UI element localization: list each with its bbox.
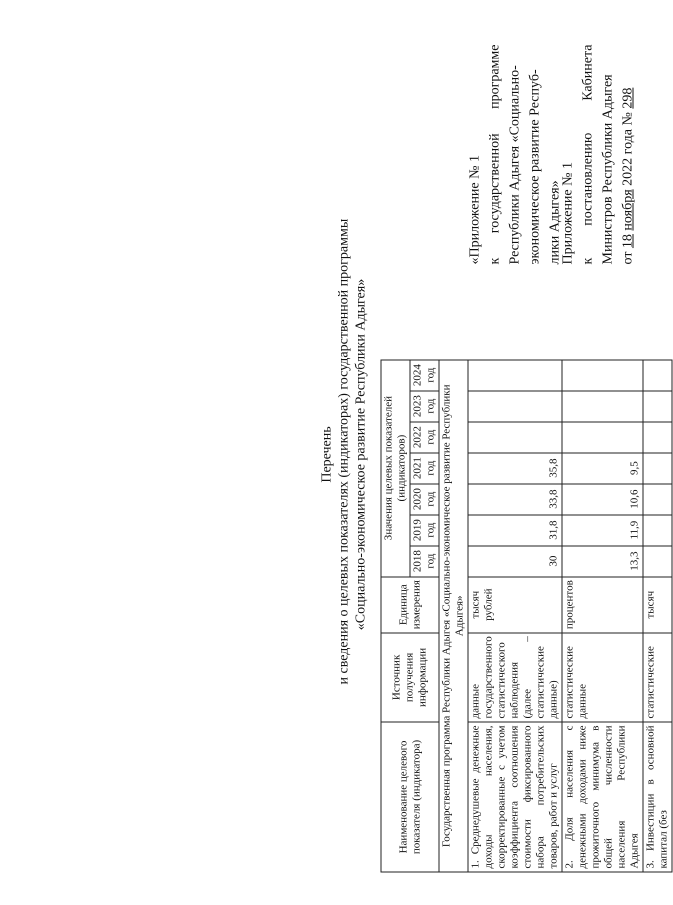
value-cell bbox=[562, 391, 643, 422]
header-row bbox=[381, 360, 410, 872]
header-values: Значения целевых показателей (индикаторов) bbox=[381, 360, 410, 577]
value-cell bbox=[643, 546, 672, 577]
value-cell bbox=[562, 360, 643, 391]
value-cell: 11,9 bbox=[562, 515, 643, 546]
annex-month: ноября bbox=[620, 189, 636, 231]
annex-title: «Приложение № 1 bbox=[467, 155, 483, 265]
table-row bbox=[468, 360, 562, 872]
annex-title: Приложение № 1 bbox=[560, 162, 576, 265]
header-name: Наименование целевого показателя (индикатора) bbox=[381, 722, 439, 872]
value-cell bbox=[643, 391, 672, 422]
title-line: Перечень bbox=[319, 426, 335, 483]
indicator-unit: процентов bbox=[562, 577, 643, 633]
section-row bbox=[439, 360, 468, 872]
indicator-unit: тысяч рублей bbox=[468, 577, 562, 633]
indicator-name: 1. Среднедушевые денежные доходы населения, скорректированные с учетом коэффициента соотношения стоимости фиксированного набора потребительских товаров, работ и услуг bbox=[468, 722, 562, 872]
indicator-source: статистические bbox=[643, 633, 672, 722]
title-line: «Социально-экономическое развитие Республики Адыгея» bbox=[353, 278, 369, 631]
value-cell: 10,6 bbox=[562, 484, 643, 515]
value-cell: 9,5 bbox=[562, 453, 643, 484]
value-cell bbox=[643, 515, 672, 546]
annex-word: Кабинета bbox=[580, 44, 596, 101]
annex-line: Министров Республики Адыгея bbox=[600, 74, 616, 265]
indicator-source: статистические данные bbox=[562, 633, 643, 722]
value-cell: 13,3 bbox=[562, 546, 643, 577]
document-title bbox=[319, 218, 370, 685]
value-cell: 31,8 bbox=[468, 515, 562, 546]
rotated-content bbox=[1, 0, 670, 905]
header-year: 2023 год bbox=[410, 391, 439, 422]
annex-header bbox=[559, 45, 639, 265]
value-cell: 35,8 bbox=[468, 453, 562, 484]
program-annex-header bbox=[466, 45, 566, 265]
header-source: Источник получения информации bbox=[381, 633, 439, 722]
value-cell bbox=[468, 360, 562, 391]
annex-word: к bbox=[487, 257, 503, 265]
indicator-unit: тысяч bbox=[643, 577, 672, 633]
header-year: 2021 год bbox=[410, 453, 439, 484]
value-cell bbox=[643, 360, 672, 391]
indicator-name: 2. Доля населения с денежными доходами ниже прожиточного минимума в общей численности населения Республики Адыгея bbox=[562, 722, 643, 872]
section-title: Государственная программа Республики Адыгея «Социально-экономическое развитие Республики Адыгея» bbox=[439, 360, 468, 872]
annex-number: 298 bbox=[620, 87, 636, 109]
table-row bbox=[643, 360, 672, 872]
annex-word: от bbox=[620, 251, 636, 265]
value-cell bbox=[468, 391, 562, 422]
header-year: 2022 год bbox=[410, 422, 439, 453]
annex-word: государственной bbox=[487, 133, 503, 234]
annex-line: лики Адыгея» bbox=[547, 180, 563, 265]
value-cell: 30 bbox=[468, 546, 562, 577]
indicators-table bbox=[381, 359, 673, 872]
indicator-name: 3. Инвестиции в основной капитал (без bbox=[643, 722, 672, 872]
value-cell bbox=[562, 422, 643, 453]
annex-day: 18 bbox=[620, 234, 636, 249]
annex-word: к bbox=[580, 257, 596, 265]
annex-line: экономическое развитие Респуб- bbox=[527, 69, 543, 265]
header-year: 2018 год bbox=[410, 546, 439, 577]
indicator-source: данные государственного статистического наблюдения (далее – статистические данные) bbox=[468, 633, 562, 722]
annex-year: 2022 года № bbox=[620, 112, 636, 186]
annex-word: программе bbox=[487, 44, 503, 109]
value-cell bbox=[643, 453, 672, 484]
value-cell: 33,8 bbox=[468, 484, 562, 515]
annex-date-line bbox=[619, 45, 639, 265]
header-year: 2020 год bbox=[410, 484, 439, 515]
table-row bbox=[562, 360, 643, 872]
value-cell bbox=[643, 484, 672, 515]
title-line: и сведения о целевых показателях (индикаторах) государственной программы bbox=[336, 218, 352, 685]
header-year: 2024 год bbox=[410, 360, 439, 391]
header-year: 2019 год bbox=[410, 515, 439, 546]
value-cell bbox=[468, 422, 562, 453]
annex-word: постановлению bbox=[580, 132, 596, 226]
value-cell bbox=[643, 422, 672, 453]
annex-line: Республики Адыгея «Социально- bbox=[507, 65, 523, 265]
header-unit: Единица измерения bbox=[381, 577, 439, 633]
